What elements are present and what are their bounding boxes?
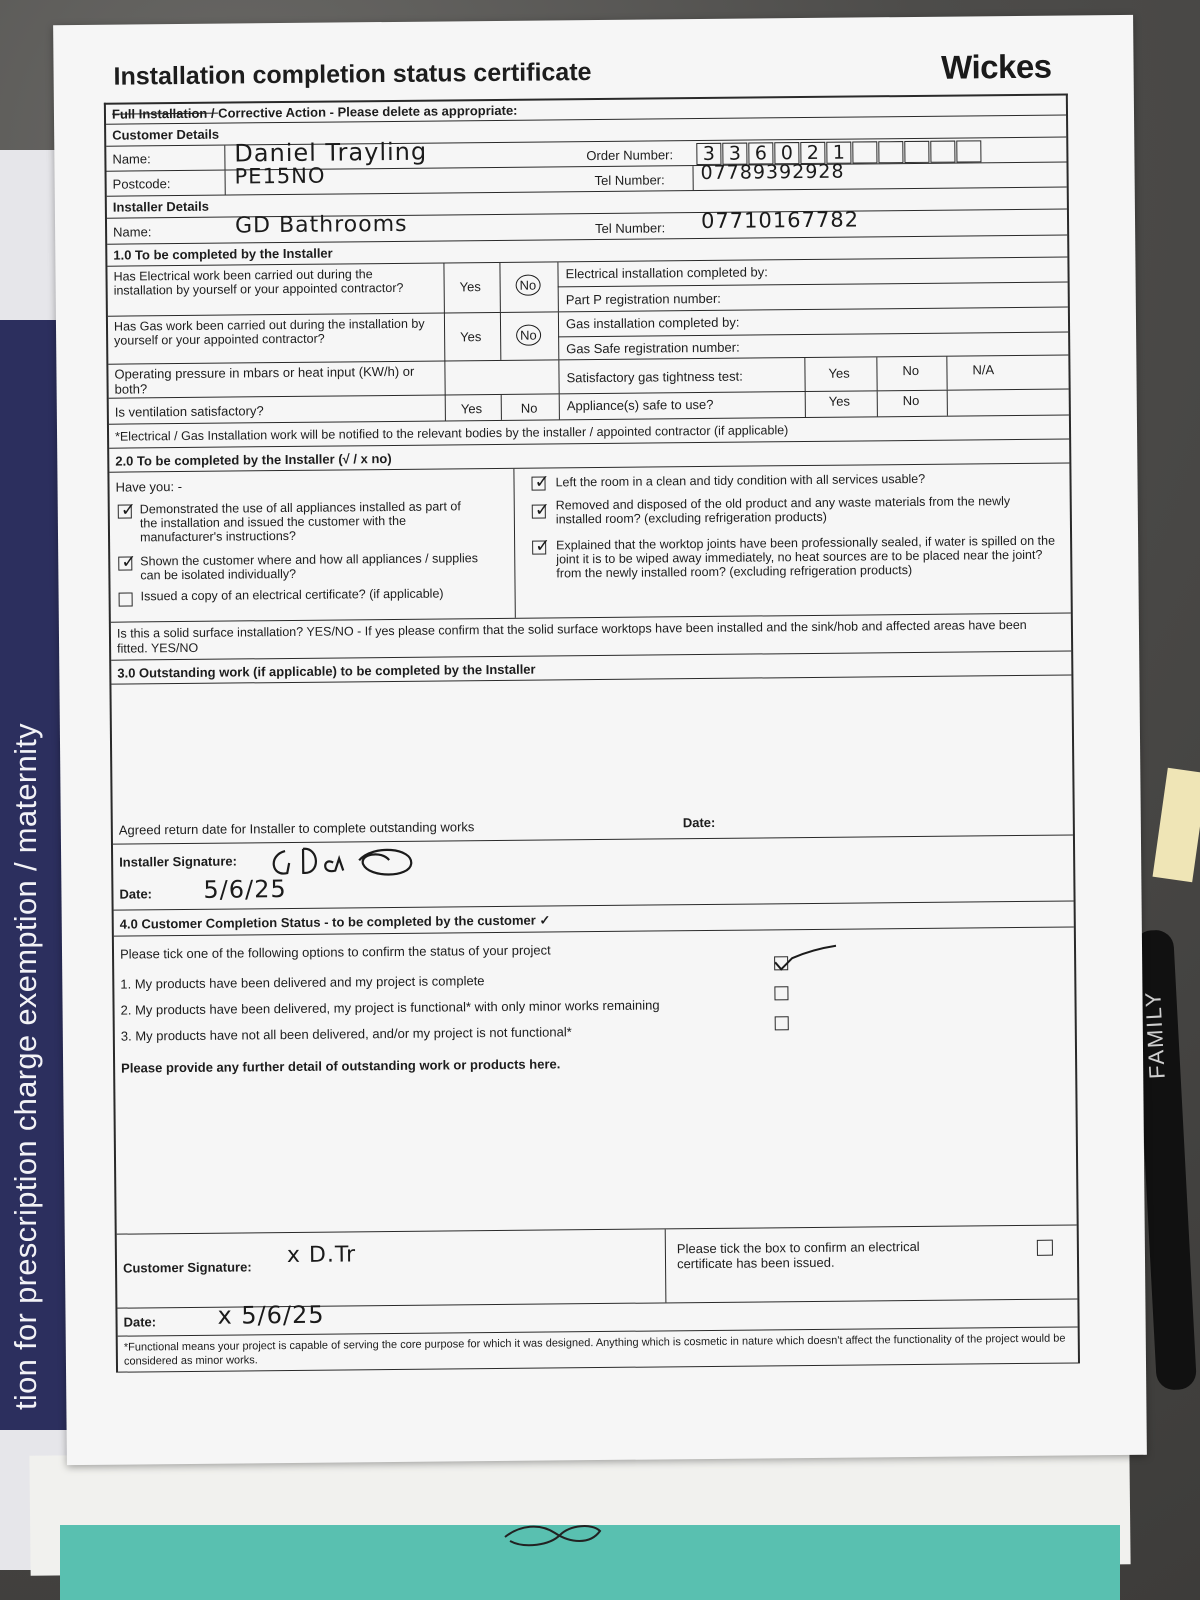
- customer-date-label: Date:: [123, 1314, 157, 1330]
- solid-surface-question: Is this a solid surface installation? YES/NO - If yes please confirm that the solid surface worktops have been installed and the sink/hob and affected areas have been fitted. YES/NO: [116, 617, 1027, 656]
- pen-label: FAMILY: [1140, 989, 1170, 1080]
- item-electrical-certificate: Issued a copy of an electrical certificate? (if applicable): [140, 586, 444, 604]
- order-digit: 1: [826, 142, 851, 164]
- installer-name-label: Name:: [113, 224, 152, 240]
- checkbox-option-3[interactable]: [775, 1016, 789, 1030]
- customer-signature: x D.Tr: [286, 1242, 357, 1269]
- agreed-return-date-label: Date:: [682, 814, 716, 831]
- have-you-label: Have you: -: [115, 479, 183, 495]
- ventilation-yes: Yes: [460, 401, 483, 417]
- order-digit: 2: [800, 142, 825, 164]
- appliance-no: No: [902, 392, 920, 409]
- item-left-room-clean: Left the room in a clean and tidy condition with all services usable?: [555, 471, 926, 490]
- order-digit: [904, 141, 929, 163]
- gas-yes: Yes: [460, 329, 482, 345]
- section-4-heading: 4.0 Customer Completion Status - to be completed by the customer ✓: [119, 912, 551, 932]
- order-digit: [878, 141, 903, 163]
- tick-mark: ✓: [120, 499, 136, 520]
- gas-completed-by-label: Gas installation completed by:: [565, 314, 740, 332]
- option-1-tick: [770, 944, 840, 975]
- tick-mark: ✓: [534, 499, 550, 520]
- section-2-heading: 2.0 To be completed by the Installer (√ / x no): [115, 450, 392, 469]
- installer-date-label: Date:: [119, 886, 153, 902]
- customer-date-value: x 5/6/25: [217, 1300, 325, 1330]
- installer-tel-value: 07710167782: [700, 207, 860, 234]
- electrical-completed-by-label: Electrical installation completed by:: [565, 264, 768, 282]
- gas-tightness-label: Satisfactory gas tightness test:: [566, 368, 743, 386]
- tick-mark: ✓: [535, 535, 551, 556]
- order-digit: 3: [722, 143, 747, 165]
- item-removed-old-product: Removed and disposed of the old product and any waste materials from the newly installed room? (excluding refrigeration products): [555, 494, 1011, 527]
- pressure-question: Operating pressure in mbars or heat input (KW/h) or both?: [114, 363, 415, 397]
- status-option-1: 1. My products have been delivered and my project is complete: [120, 973, 485, 992]
- customer-details-heading: Customer Details: [112, 126, 220, 143]
- item-worktop-joints: Explained that the worktop joints have been professionally sealed, if water is spilled on the joint it is to be wiped away immediately, no heat sources are to be placed near the joint? from the newly installed room? (excluding refrigeration products): [556, 533, 1056, 581]
- order-digit: [930, 141, 955, 163]
- installer-date-value: 5/6/25: [203, 875, 287, 904]
- certificate-sheet: [53, 15, 1147, 1465]
- tick-mark: ✓: [534, 471, 550, 492]
- gas-no-circled: No: [516, 325, 541, 346]
- item-shown-isolation: Shown the customer where and how all appliances / supplies can be isolated individually?: [140, 551, 479, 583]
- wickes-logo: Wickes: [940, 47, 1052, 86]
- installer-tel-label: Tel Number:: [595, 220, 666, 237]
- gas-question: Has Gas work been carried out during the installation by yourself or your appointed contractor?: [113, 316, 425, 348]
- status-option-2: 2. My products have been delivered, my project is functional* with only minor works remaining: [120, 997, 660, 1018]
- scribble-mark: [500, 1515, 610, 1555]
- installer-signature: [263, 841, 473, 883]
- electrical-no-circled: No: [516, 275, 541, 296]
- postcode-value: PE15NO: [234, 163, 326, 189]
- customer-tel-label: Tel Number:: [594, 172, 665, 189]
- row-outstanding-work: [111, 675, 1072, 844]
- section-1-heading: 1.0 To be completed by the Installer: [113, 245, 333, 263]
- row-electrical-question: [107, 257, 1067, 316]
- postcode-label: Postcode:: [112, 176, 171, 192]
- gas-tightness-no: No: [902, 362, 920, 379]
- certificate-form: [104, 93, 1080, 1372]
- functional-footnote: *Functional means your project is capable of serving the core purpose for which it was designed. Anything which is cosmetic in nature which doesn't affect the functionality of the project would be considered as minor works.: [123, 1332, 1066, 1368]
- appliance-yes: Yes: [828, 393, 851, 409]
- order-digit: 6: [748, 142, 773, 164]
- gas-tightness-yes: Yes: [828, 365, 850, 381]
- row-section-2-checklist: [109, 463, 1070, 622]
- notification-notice: *Electrical / Gas Installation work will be notified to the relevant bodies by the installer / appointed contractor (if applicable): [114, 423, 789, 444]
- part-p-label: Part P registration number:: [565, 290, 721, 308]
- electrical-yes: Yes: [459, 279, 481, 295]
- gas-safe-label: Gas Safe registration number:: [566, 339, 740, 357]
- status-instruction: Please tick one of the following options to confirm the status of your project: [119, 942, 551, 962]
- item-demonstrated: Demonstrated the use of all appliances installed as part of the installation and issued the customer with the manufacturer's instructions?: [139, 499, 461, 545]
- further-detail-label: Please provide any further detail of outstanding work or products here.: [121, 1056, 561, 1076]
- installer-signature-label: Installer Signature:: [119, 853, 237, 870]
- full-installation-label: Full Installation / Corrective Action - Please delete as appropriate:: [111, 102, 518, 122]
- row-installer-signature: [113, 835, 1074, 910]
- agreed-return-label: Agreed return date for Installer to complete outstanding works: [118, 819, 475, 838]
- order-digit: [852, 141, 877, 163]
- customer-name-value: Daniel Trayling: [234, 137, 428, 168]
- checkbox-electrical-certificate-issued[interactable]: [1037, 1240, 1053, 1256]
- order-number-label: Order Number:: [586, 147, 674, 164]
- installer-name-value: GD Bathrooms: [234, 211, 408, 239]
- document-title: Installation completion status certificate: [113, 58, 592, 91]
- checkbox-electrical-certificate[interactable]: [119, 592, 133, 606]
- status-option-3: 3. My products have not all been delivered, and/or my project is not functional*: [120, 1024, 572, 1044]
- tick-mark: ✓: [121, 551, 137, 572]
- order-digit: 3: [696, 143, 721, 165]
- row-customer-signature: [117, 1225, 1078, 1308]
- installer-details-heading: Installer Details: [112, 198, 210, 215]
- order-digit: [956, 140, 981, 162]
- customer-tel-value: 07789392928: [700, 160, 845, 185]
- row-customer-status: [114, 927, 1077, 1234]
- electrical-certificate-confirm: Please tick the box to confirm an electrical certificate has been issued.: [676, 1238, 920, 1272]
- checkbox-option-2[interactable]: [774, 986, 788, 1000]
- section-3-heading: 3.0 Outstanding work (if applicable) to be completed by the Installer: [117, 661, 536, 681]
- appliance-safe-label: Appliance(s) safe to use?: [566, 396, 714, 414]
- customer-name-label: Name:: [112, 151, 151, 167]
- electrical-question: Has Electrical work been carried out during the installation by yourself or your appointed contractor?: [113, 267, 404, 298]
- customer-signature-label: Customer Signature:: [122, 1259, 252, 1276]
- order-digit: 0: [774, 142, 799, 164]
- leaflet-side-text: tion for prescription charge exemption / maternity: [8, 723, 43, 1410]
- ventilation-no: No: [520, 400, 538, 416]
- ventilation-question: Is ventilation satisfactory?: [114, 403, 264, 420]
- gas-tightness-na: N/A: [972, 362, 995, 378]
